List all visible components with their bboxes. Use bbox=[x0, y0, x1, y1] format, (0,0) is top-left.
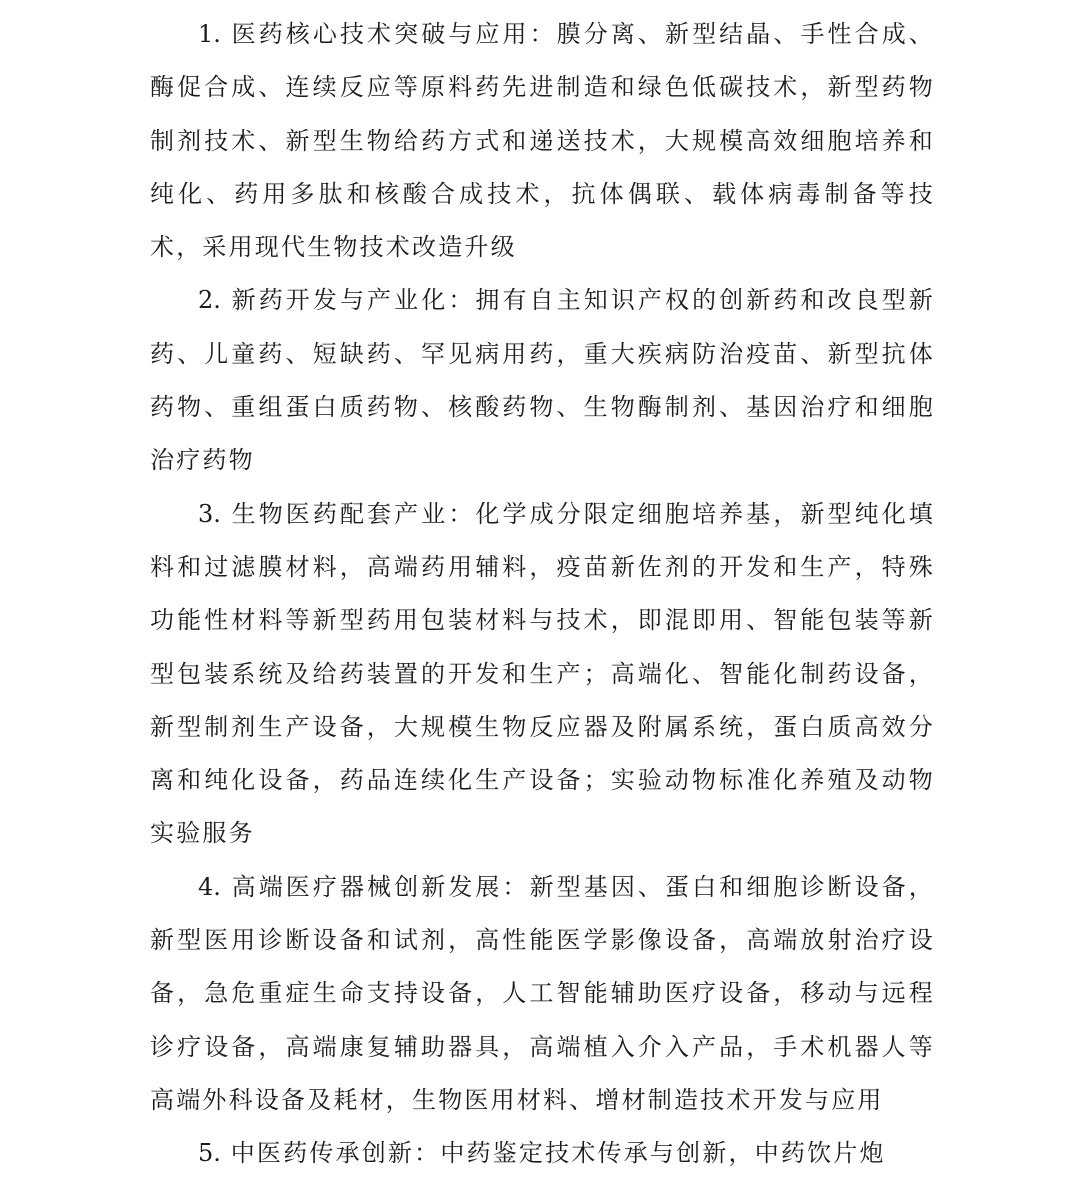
item-text: 新药开发与产业化：拥有自主知识产权的创新药和改良型新药、儿童药、短缺药、罕见病用药，重大疾病防治疫苗、新型抗体药物、重组蛋白质药物、核酸药物、生物酶制剂、基因治疗和细胞治疗药物 bbox=[150, 286, 935, 475]
item-number: 2. bbox=[198, 286, 221, 315]
item-text: 高端医疗器械创新发展：新型基因、蛋白和细胞诊断设备，新型医用诊断设备和试剂，高性能医学影像设备，高端放射治疗设备，急危重症生命支持设备，人工智能辅助医疗设备，移动与远程诊疗设备，高端康复辅助器具，高端植入介入产品，手术机器人等高端外科设备及耗材，生物医用材料、增材制造技术开发与应用 bbox=[150, 872, 935, 1114]
item-text: 生物医药配套产业：化学成分限定细胞培养基，新型纯化填料和过滤膜材料，高端药用辅料，疫苗新佐剂的开发和生产，特殊功能性材料等新型药用包装材料与技术，即混即用、智能包装等新型包装系统及给药装置的开发和生产；高端化、智能化制药设备，新型制剂生产设备，大规模生物反应器及附属系统，蛋白质高效分离和纯化设备，药品连续化生产设备；实验动物标准化养殖及动物实验服务 bbox=[150, 499, 935, 848]
item-number: 3. bbox=[198, 499, 221, 528]
item-text: 医药核心技术突破与应用：膜分离、新型结晶、手性合成、酶促合成、连续反应等原料药先进制造和绿色低碳技术，新型药物制剂技术、新型生物给药方式和递送技术，大规模高效细胞培养和纯化、药用多肽和核酸合成技术，抗体偶联、载体病毒制备等技术，采用现代生物技术改造升级 bbox=[150, 20, 935, 262]
item-number: 4. bbox=[198, 872, 221, 901]
document-body bbox=[150, 8, 935, 1181]
list-item-2 bbox=[150, 274, 935, 487]
list-item-4 bbox=[150, 861, 935, 1127]
list-item-1 bbox=[150, 8, 935, 274]
list-item-3 bbox=[150, 488, 935, 861]
item-number: 1. bbox=[198, 20, 221, 48]
item-text: 中医药传承创新：中药鉴定技术传承与创新，中药饮片炮 bbox=[220, 1139, 886, 1168]
item-number: 5. bbox=[198, 1139, 221, 1168]
list-item-5 bbox=[150, 1127, 935, 1180]
